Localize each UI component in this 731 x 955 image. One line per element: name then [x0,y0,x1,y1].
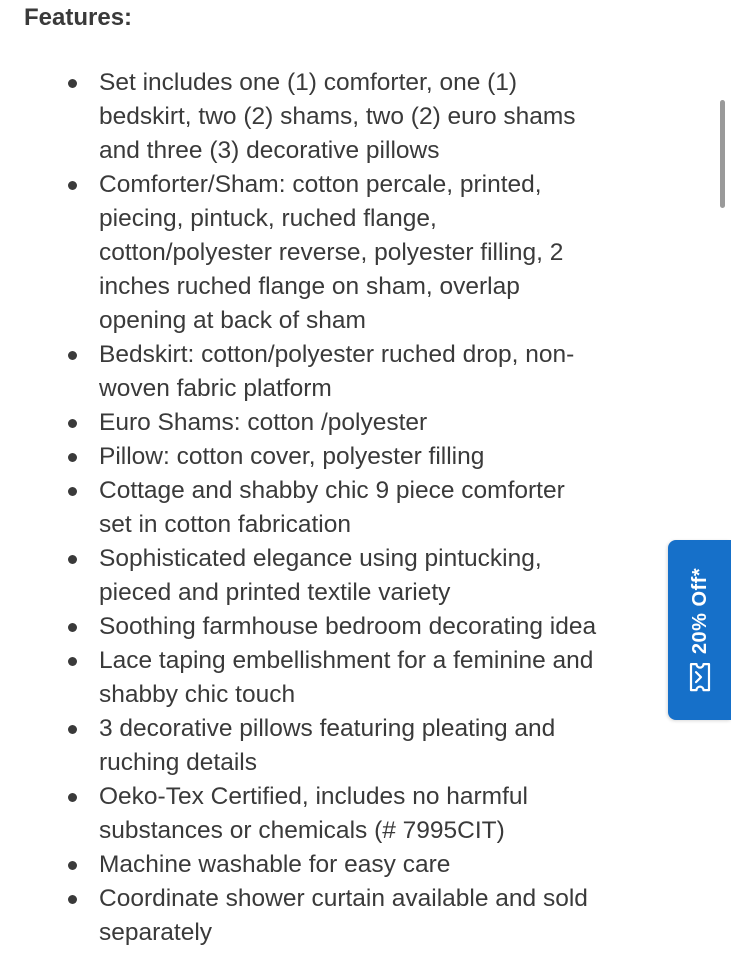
feature-item: Soothing farmhouse bedroom decorating idea [0,610,600,644]
feature-item: Lace taping embellishment for a feminine and shabby chic touch [0,644,600,712]
discount-tab-label: 20% Off* [688,567,710,655]
feature-item: Coordinate shower curtain available and sold separately [0,882,600,950]
features-list [0,66,600,950]
feature-item: Machine washable for easy care [0,848,600,882]
feature-item: Comforter/Sham: cotton percale, printed, piecing, pintuck, ruched flange, cotton/polyester reverse, polyester filling, 2 inches ruched flange on sham, overlap opening at back of sham [0,168,600,338]
features-heading: Features: [24,4,133,31]
scrollbar-thumb[interactable] [720,100,725,208]
feature-item: Pillow: cotton cover, polyester filling [0,440,600,474]
feature-item: Euro Shams: cotton /polyester [0,406,600,440]
feature-item: Bedskirt: cotton/polyester ruched drop, non-woven fabric platform [0,338,600,406]
feature-item: Set includes one (1) comforter, one (1) bedskirt, two (2) shams, two (2) euro shams and three (3) decorative pillows [0,66,600,168]
coupon-ticket-icon [688,662,712,692]
feature-item: Cottage and shabby chic 9 piece comforter set in cotton fabrication [0,474,600,542]
feature-item: 3 decorative pillows featuring pleating and ruching details [0,712,600,780]
feature-item: Oeko-Tex Certified, includes no harmful substances or chemicals (# 7995CIT) [0,780,600,848]
feature-item: Sophisticated elegance using pintucking, pieced and printed textile variety [0,542,600,610]
discount-tab-button[interactable] [668,540,731,720]
discount-tab-content [688,568,712,692]
